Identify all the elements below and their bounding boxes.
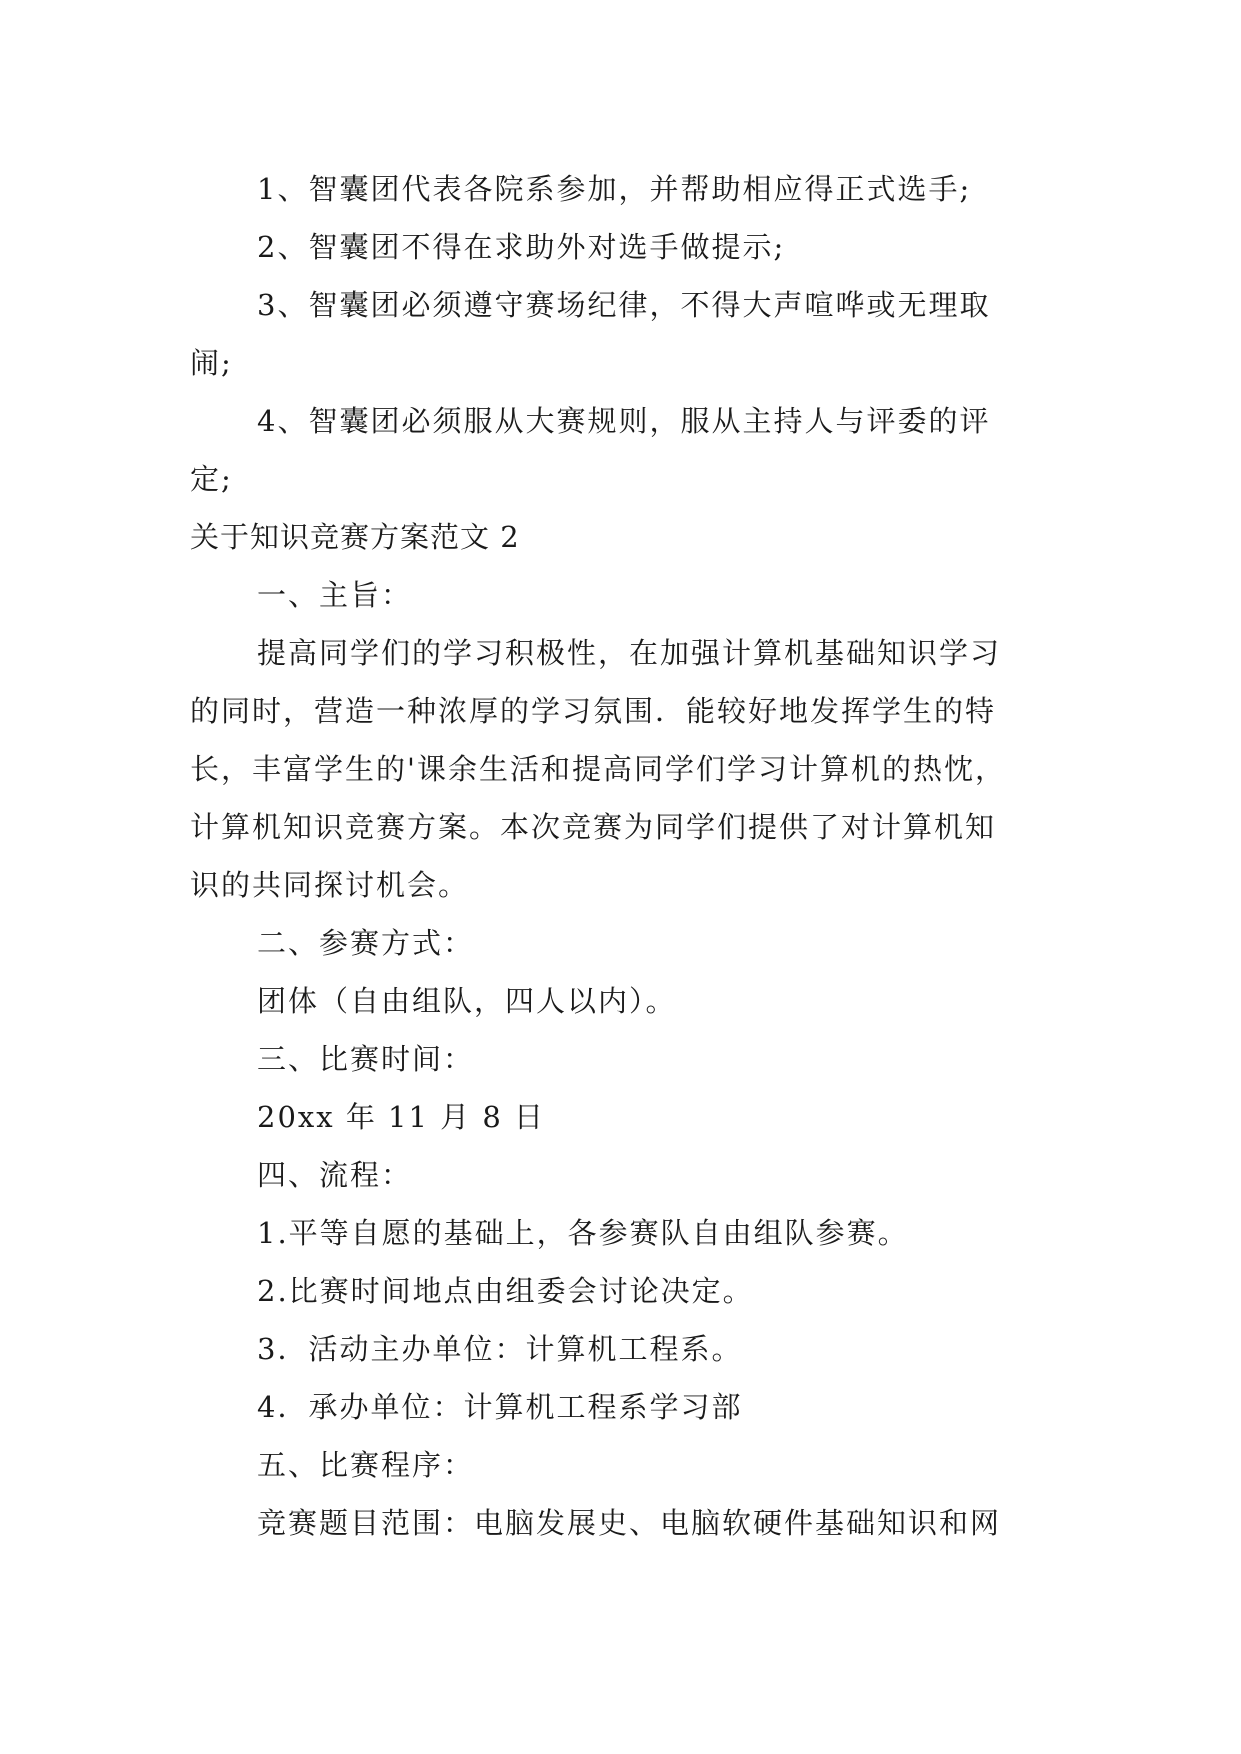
paragraph-line: 长，丰富学生的'课余生活和提高同学们学习计算机的热忱，	[190, 752, 1006, 786]
paragraph-line: 定;	[190, 462, 233, 496]
list-item: 1.平等自愿的基础上，各参赛队自由组队参赛。	[257, 1216, 909, 1250]
list-item: 4．承办单位：计算机工程系学习部	[257, 1390, 743, 1424]
paragraph-line: 竞赛题目范围：电脑发展史、电脑软硬件基础知识和网	[257, 1506, 1002, 1540]
paragraph-line: 的同时，营造一种浓厚的学习氛围．能较好地发挥学生的特	[190, 694, 997, 728]
section-heading: 三、比赛时间：	[257, 1042, 475, 1076]
section-heading: 四、流程：	[257, 1158, 413, 1192]
section-heading: 五、比赛程序：	[257, 1448, 475, 1482]
section-heading: 二、参赛方式：	[257, 926, 475, 960]
section-heading: 一、主旨：	[257, 578, 413, 612]
paragraph-line: 4、智囊团必须服从大赛规则，服从主持人与评委的评	[257, 404, 991, 438]
paragraph-line: 3、智囊团必须遵守赛场纪律，不得大声喧哗或无理取	[257, 288, 991, 322]
document-body	[190, 160, 1050, 1552]
paragraph-line: 团体（自由组队，四人以内）。	[257, 984, 677, 1018]
section-title: 关于知识竞赛方案范文 2	[190, 520, 520, 554]
paragraph-line: 提高同学们的学习积极性，在加强计算机基础知识学习	[257, 636, 1002, 670]
paragraph-line: 2、智囊团不得在求助外对选手做提示;	[257, 230, 786, 264]
paragraph-line: 识的共同探讨机会。	[190, 868, 470, 902]
date-line: 20xx 年 11 月 8 日	[257, 1100, 546, 1134]
list-item: 2.比赛时间地点由组委会讨论决定。	[257, 1274, 754, 1308]
paragraph-line: 1、智囊团代表各院系参加，并帮助相应得正式选手;	[257, 172, 972, 206]
paragraph-line: 闹;	[190, 346, 233, 380]
paragraph-line: 计算机知识竞赛方案。本次竞赛为同学们提供了对计算机知	[190, 810, 997, 844]
list-item: 3．活动主办单位：计算机工程系。	[257, 1332, 743, 1366]
